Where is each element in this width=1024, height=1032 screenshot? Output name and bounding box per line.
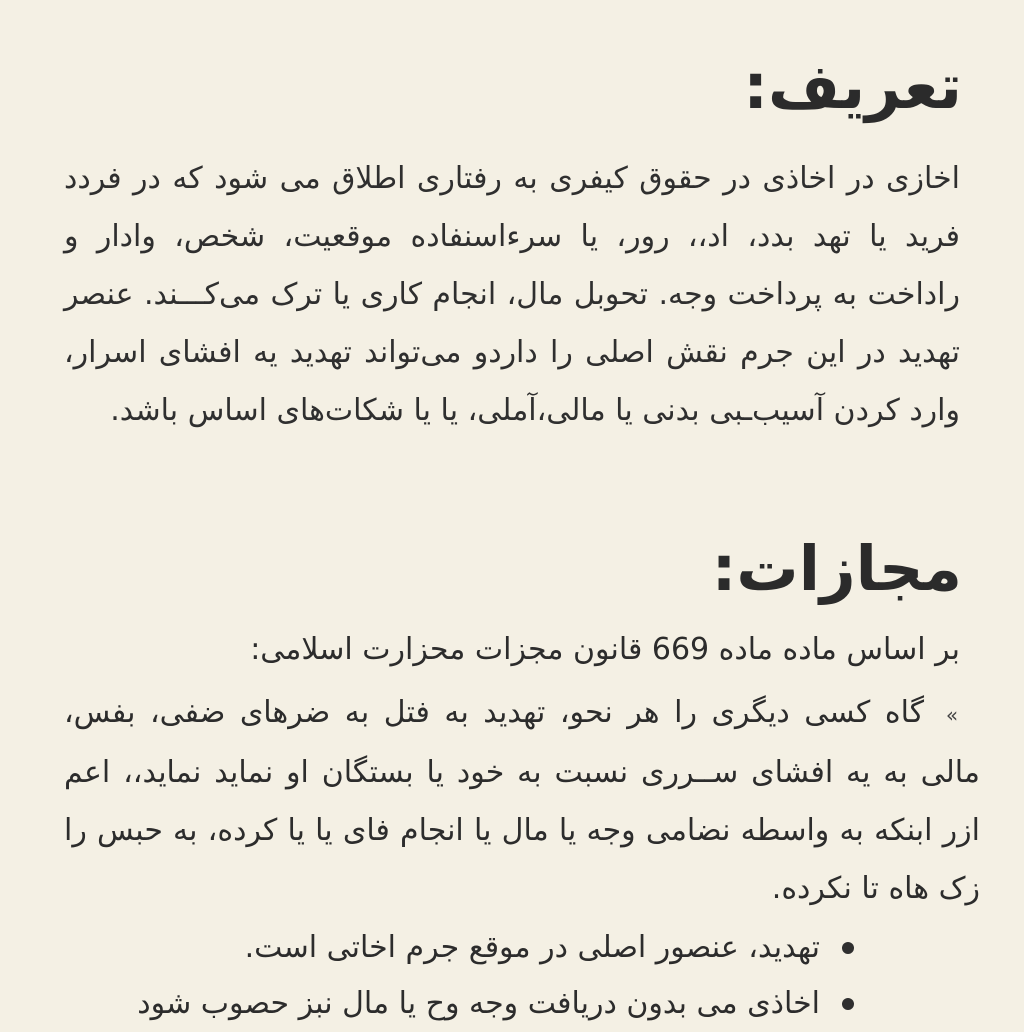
bullet-dot-icon — [842, 942, 854, 954]
definition-paragraph: اخازی در اخاذی در حقوق کیفری به رفتاری اطلاق می شود که در فردد فرید یا تهد بدد، اد،، رور، یا سرءاسنفاده موقعیت، شخص، وادار و راداخت به پرداخت وجه. تحوبل مال، انجام کاری یا ترک می‌کـــند. عنصر تهدید در این جرم نقش اصلی را داردو می‌تواند تهدید یه افشای اسرار، وارد کردن آسیب‌ـبی بدنی یا مالی،آملی، یا یا شکات‌های اساس باشد. — [64, 161, 960, 428]
bullet-dot-icon — [842, 998, 854, 1010]
quote-mark: » — [945, 703, 959, 727]
penalties-intro: بر اساس ماده ماده 669 قانون مجزات محزارت اسلامی: — [250, 632, 960, 667]
penalties-bullet-list — [74, 920, 854, 1032]
penalties-heading: مجازات: — [711, 532, 962, 605]
list-item-text: تهدید، عنصور اصلی در موقع جرم اخاتی است. — [244, 930, 820, 965]
list-item-text: اخاذی می بدون دریافت وجه وح یا مال نبز حصوب شود — [137, 986, 820, 1021]
penalties-quote-text: گاه کسی دیگری را هر نحو، تهدید به فتل به ضرهای ضفی، بفس، مالی به یه افشای ســرری نسبت به خود یا بستگان او نماید نماید،، اعم ازر ابنکه به واسطه نضامی وجه یا مال یا انجام فای یا یا کرده، به حبس را زک هاه تا نکرده. — [64, 695, 980, 906]
list-item — [74, 920, 854, 976]
definition-heading: تعریف: — [743, 50, 962, 123]
penalties-quote — [64, 684, 980, 918]
